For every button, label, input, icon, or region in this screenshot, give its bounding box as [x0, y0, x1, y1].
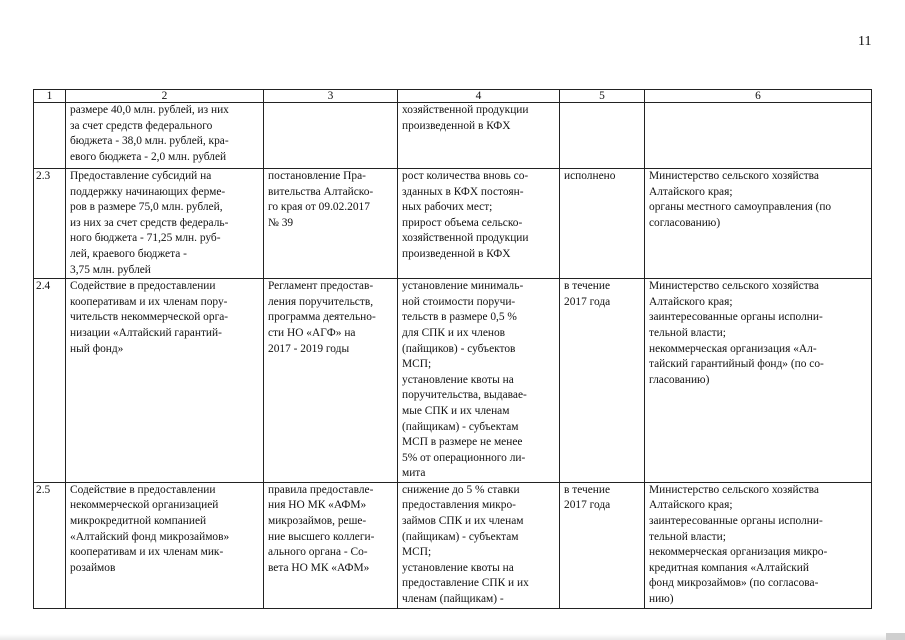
indicator-cell: снижение до 5 % ставки предоставления микро- займов СПК и их членам (пайщикам) - субъектам МСП; установление квоты на предоставление СПК и их членам (пайщикам) -: [398, 482, 560, 608]
basis-cell: постановление Пра- вительства Алтайско- го края от 09.02.2017 № 39: [264, 169, 398, 279]
table-row: [34, 482, 872, 608]
basis-cell: правила предоставле- ния НО МК «АФМ» микрозаймов, реше- ние высшего коллеги- ального органа - Со- вета НО МК «АФМ»: [264, 482, 398, 608]
executors-cell: [645, 103, 872, 169]
column-header: 4: [398, 90, 560, 103]
measure-cell: Содействие в предоставлении некоммерческой организацией микрокредитной компанией «Алтайский фонд микрозаймов» кооперативам и их членам мик- розаймов: [66, 482, 264, 608]
basis-cell: [264, 103, 398, 169]
scan-bottom-edge: [0, 634, 905, 640]
column-header: 2: [66, 90, 264, 103]
plan-table: [33, 89, 872, 609]
row-number: [34, 103, 66, 169]
term-cell: в течение 2017 года: [560, 279, 645, 483]
executors-cell: Министерство сельского хозяйства Алтайского края; заинтересованные органы исполни- тельной власти; некоммерческая организация «Ал- тайский гарантийный фонд» (по со- гласованию): [645, 279, 872, 483]
executors-cell: Министерство сельского хозяйства Алтайского края; заинтересованные органы исполни- тельной власти; некоммерческая организация микро- кредитная компания «Алтайский фонд микрозаймов» (по согласова- нию): [645, 482, 872, 608]
column-header: 3: [264, 90, 398, 103]
measure-cell: Предоставление субсидий на поддержку начинающих ферме- ров в размере 75,0 млн. рублей, из них за счет средств федераль- ного бюджета - 71,25 млн. руб- лей, краевого бюджета - 3,75 млн. рублей: [66, 169, 264, 279]
executors-cell: Министерство сельского хозяйства Алтайского края; органы местного самоуправления (по согласованию): [645, 169, 872, 279]
term-cell: [560, 103, 645, 169]
page-number: 11: [858, 34, 872, 49]
column-header: 1: [34, 90, 66, 103]
indicator-cell: установление минималь- ной стоимости поручи- тельств в размере 0,5 % для СПК и их членов (пайщиков) - субъектов МСП; установление квоты на поручительства, выдавае- мые СПК и их членам (пайщикам) - субъектам МСП в размере не менее 5% от операционного ли- мита: [398, 279, 560, 483]
table-header-row: [34, 90, 872, 103]
table-row: [34, 103, 872, 169]
row-number: 2.4: [34, 279, 66, 483]
indicator-cell: рост количества вновь со- зданных в КФХ постоян- ных рабочих мест; прирост объема сельско- хозяйственной продукции произведенной в КФХ: [398, 169, 560, 279]
table-row: [34, 169, 872, 279]
indicator-cell: хозяйственной продукции произведенной в КФХ: [398, 103, 560, 169]
basis-cell: Регламент предостав- ления поручительств, программа деятельно- сти НО «АГФ» на 2017 - 2019 годы: [264, 279, 398, 483]
column-header: 6: [645, 90, 872, 103]
scan-corner-mark: [886, 633, 905, 640]
table-row: [34, 279, 872, 483]
term-cell: в течение 2017 года: [560, 482, 645, 608]
measure-cell: Содействие в предоставлении кооперативам и их членам пору- чительств некоммерческой орга- низации «Алтайский гарантий- ный фонд»: [66, 279, 264, 483]
measure-cell: размере 40,0 млн. рублей, из них за счет средств федерального бюджета - 38,0 млн. рублей, кра- евого бюджета - 2,0 млн. рублей: [66, 103, 264, 169]
term-cell: исполнено: [560, 169, 645, 279]
row-number: 2.5: [34, 482, 66, 608]
row-number: 2.3: [34, 169, 66, 279]
column-header: 5: [560, 90, 645, 103]
